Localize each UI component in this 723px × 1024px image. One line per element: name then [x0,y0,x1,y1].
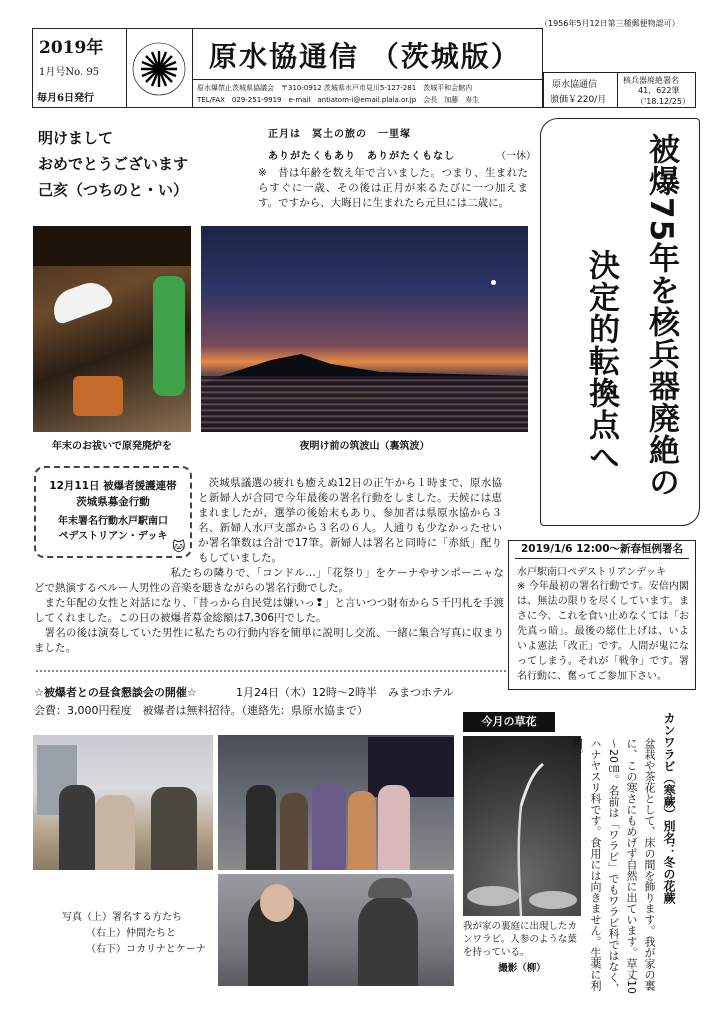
new-year-greeting [38,125,188,203]
greeting-line-2: おめでとうございます [38,155,189,173]
article-paragraph-1: 茨城県議選の疲れも癒えぬ12日の正午から１時まで、原水協と新婦人が合同で今年最後の署名行動をしました。天候には恵まれましたが、選挙の後始末もあり、参加者は県原水協から３名、新婦人水戸支部から３名の６人。人通りも少なかったせいか署名筆数は合計で17筆。新婦人は署名と同時に「赤紙」配りもしていました。 [198,477,502,564]
poem-author: （一休） [496,151,536,162]
bottom-photo-captions [62,910,206,958]
flower-vertical-title: カンワラビ（寒蕨）別名：冬の花蕨 [662,712,676,904]
shrine-photo [33,226,191,432]
newyear-action-box [508,540,696,690]
signature-box [618,72,696,108]
newyear-action-place: 水戸駅南口ペデストリアンデッキ [517,567,666,578]
poem-note: ※ 昔は年齢を数え年で言いました。つまり、生まれたらすぐに一歳、その後は正月が来るたびに一つ加えます。ですから、大晦日に生まれたら元旦には二歳に。 [258,167,528,209]
fern-photo [463,736,581,916]
issue-number: 1月号No. 95 [39,67,100,78]
issue-year: 2019年 [39,38,104,58]
divider [36,670,506,678]
caption-top: 写真（上）署名する方たち [62,912,182,923]
signature-date: （'18.12/25） [636,97,690,106]
event-box [34,466,192,558]
event-location-2: ペデストリアン・デッキ [58,531,168,542]
signature-count: 41，622筆 [638,86,680,95]
issue-box [32,28,127,108]
title-box [193,28,543,80]
article-body [34,566,504,656]
postal-permit: （1956年5月12日第三種郵便物認可） [540,19,680,28]
poem-line-1: 正月は 冥土の旅の 一里塚 [268,129,411,140]
cat-doodle-icon: 🐱 [172,540,186,555]
group-photo [218,735,454,870]
headline-column-1: 被爆75年を核兵器廃絶の [643,133,679,499]
lunch-fee: 会費：3,000円程度 被爆者は無料招待。（連絡先：県原水協まで） [34,704,368,717]
lunch-title: ☆被爆者との昼食懇談会の開催☆ [34,686,197,699]
event-location-1: 年末署名行動水戸駅南口 [58,516,168,527]
price-box [543,72,618,108]
article-paragraph-4: 署名の後は演奏していた男性に私たちの行動内容を簡単に説明し交流、一緒に集合写真に収まりました。 [34,627,504,654]
flower-caption: 我が家の裏庭に出現したカンワラビ。人参のような葉を持っている。 [463,921,578,958]
shrine-photo-caption: 年末のお祓いで原発廃炉を [52,441,172,452]
mt-tsukuba-photo [201,226,528,432]
flower-vertical-body: 盆栽や茶花として、床の間を飾ります。我が家の裏に、この寒さにもめげず自然に出ています。草丈10～20㎝。名前は「ワラビ」でもワラビ科ではなく、ハナヤスリ科です。食用には向きません。生薬に利用。 [571,738,656,994]
signature-label: 核兵器廃絶署名 [623,76,679,85]
headline-scroll [540,118,700,526]
ocarina-photo [218,874,454,986]
greeting-line-3: 己亥（つちのと・い） [38,181,189,199]
newsletter-title: 原水協通信 （茨城版） [209,40,521,73]
headline-column-2: 決定的転換点へ [583,249,619,473]
newyear-action-body: ※ 今年最初の署名行動です。安倍内閣は、無法の限りを尽くしています。まさに今、これを食い止めなくては「お先真っ暗」。最後の総仕上げは、いよいよ憲法「改正」です。人間が鬼になってしまう。それが「戦争」です。署名行動に、奮ってご参加下さい。 [517,581,689,682]
mt-tsukuba-caption: 夜明け前の筑波山（裏筑波） [299,441,430,452]
poem-line-2: ありがたくもあり ありがたくもなし [268,151,455,162]
article-paragraph-3: また年配の女性と対話になり、「昔っから自民党は嫌いっ❢」と言いつつ財布から５千円札を手渡してくれました。この日の被爆者募金総額は7,306円でした。 [34,597,504,624]
greeting-line-1: 明けまして [38,129,114,147]
article-paragraph-2: 私たちの隣りで、「コンドル…」「花祭り」をケーナやサンポーニャなどで熱演するペルー人男性の音楽を聴きながらの署名行動でした。 [34,567,504,594]
price-value: 頒価￥220/月 [550,95,607,105]
org-address: 原水爆禁止茨城県協議会 〒310-0912 茨城県水戸市見川5-127-281 茨城平和会館内 [197,84,473,92]
newyear-action-title: 2019/1/6 12:00～新春恒例署名 [515,540,689,559]
caption-top-right: （右上）仲間たちと [86,928,176,939]
event-date-line: 12月11日 被爆者援護連帯 [49,480,177,492]
org-contact: TEL/FAX 029-251-9919 e-mail antiatom-i@email.plala.or.jp 会長 加藤 寿生 [197,96,480,104]
conference-logo-icon [127,29,191,107]
caption-bottom-right: （右下）コカリナとケーナ [86,944,206,955]
lunch-when: 1月24日（木）12時～2時半 みまつホテル [236,686,454,699]
org-box [193,80,543,108]
logo-box [127,28,193,108]
flower-header: 今月の草花 [463,712,555,732]
pub-date: 毎月6日発行 [37,93,94,104]
event-title: 茨城県募金行動 [76,496,150,508]
signing-photo [33,735,213,870]
price-label: 原水協通信 [552,80,598,90]
flower-credit: 撮影（柳） [498,963,546,974]
